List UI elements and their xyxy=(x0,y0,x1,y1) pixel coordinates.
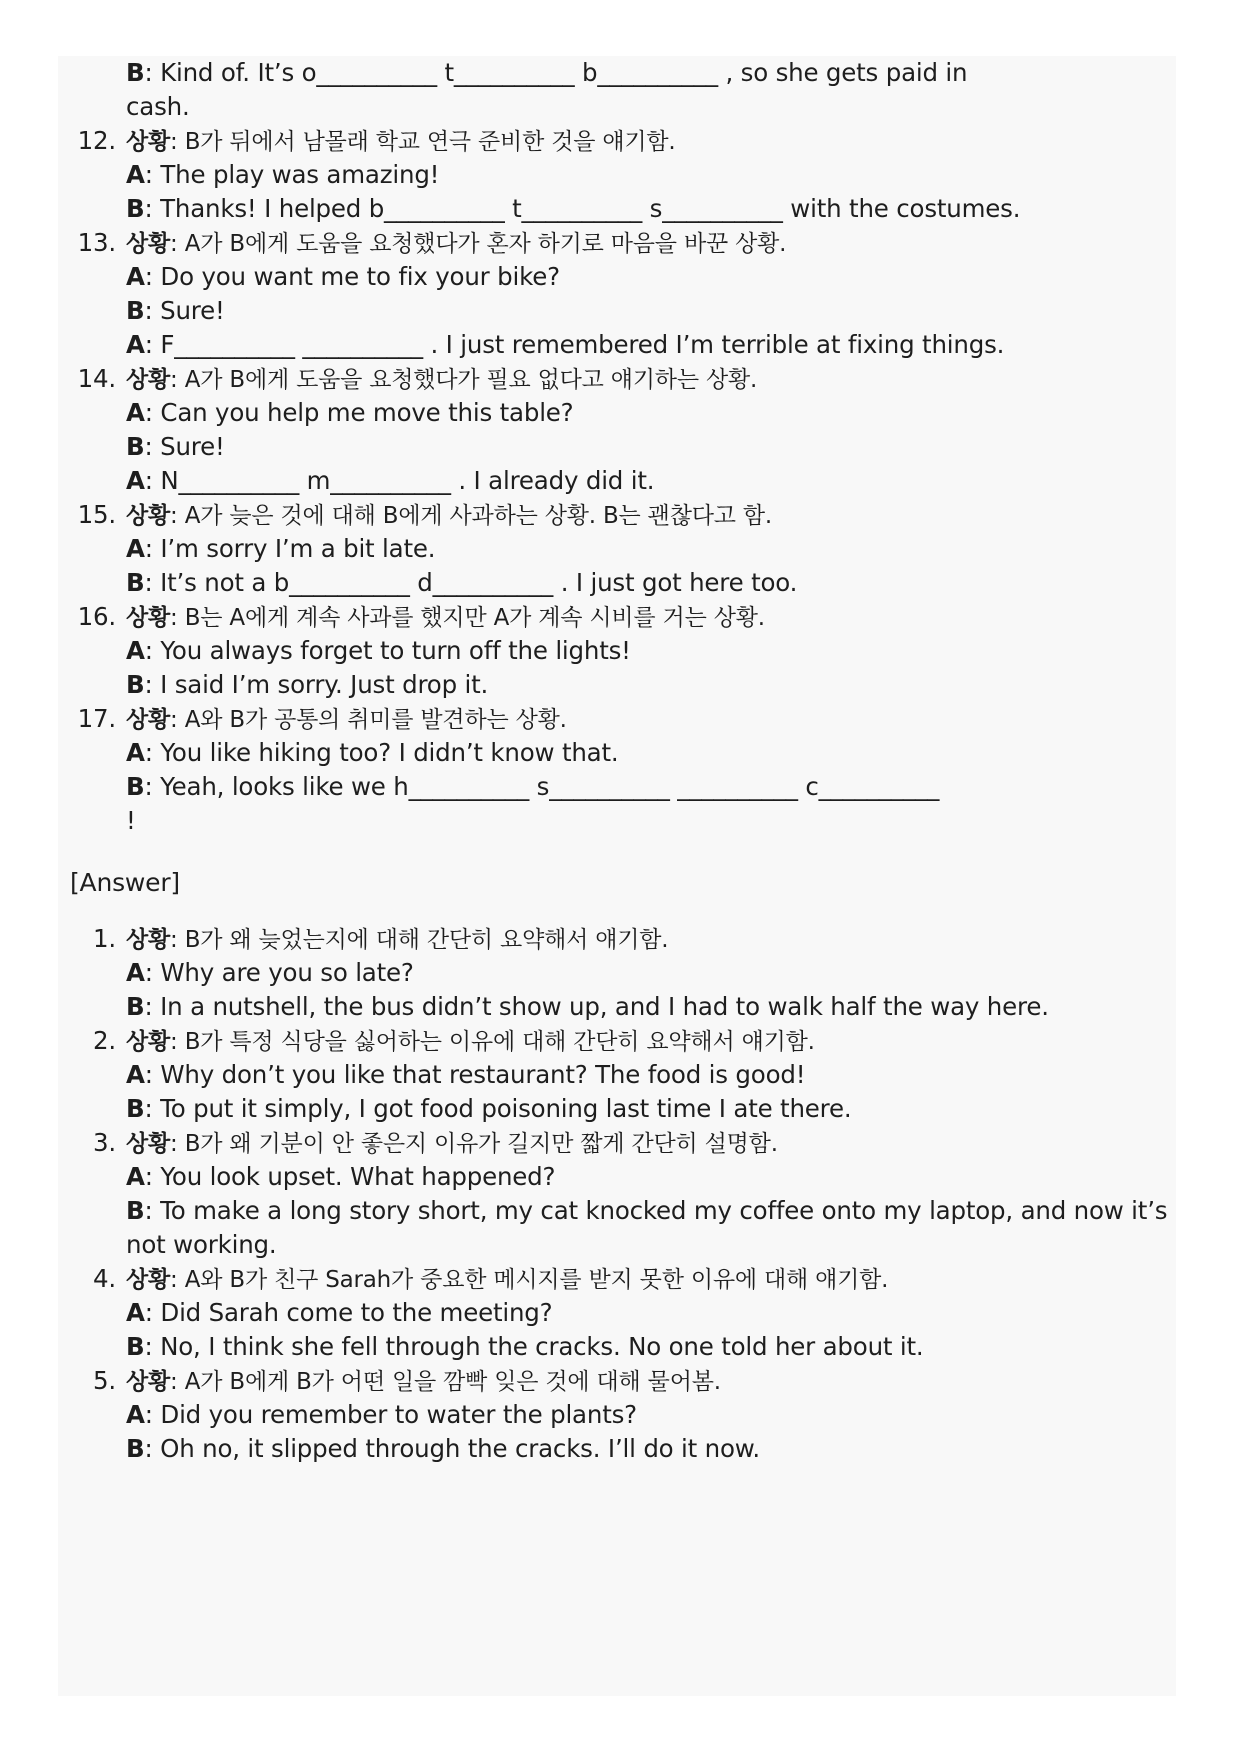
item-number: 15. xyxy=(77,500,116,529)
speaker-label: B xyxy=(126,1332,145,1361)
situation-text: : A와 B가 공통의 취미를 발견하는 상황. xyxy=(170,707,567,733)
dialogue-line xyxy=(126,770,939,804)
speaker-label: B xyxy=(126,670,145,699)
situation-label: 상황 xyxy=(126,1029,171,1055)
speaker-label: B xyxy=(126,1094,145,1123)
item-number: 4. xyxy=(93,1264,116,1293)
situation-label: 상황 xyxy=(126,231,171,257)
situation-label: 상황 xyxy=(126,503,171,529)
dialogue-text: : You always forget to turn off the lights! xyxy=(144,636,631,665)
document-page xyxy=(58,56,1176,1696)
dialogue-text: : To make a long story short, my cat knocked my coffee onto my laptop, and now it’s xyxy=(144,1196,1168,1225)
speaker-label: B xyxy=(126,432,145,461)
situation-label: 상황 xyxy=(126,367,171,393)
speaker-label: A xyxy=(126,636,145,665)
speaker-label: B xyxy=(126,296,145,325)
dialogue-line xyxy=(126,956,414,990)
dialogue-line xyxy=(126,736,619,770)
answer-header: [Answer] xyxy=(70,868,180,897)
dialogue-text: : The play was amazing! xyxy=(144,160,440,189)
dialogue-text: : In a nutshell, the bus didn’t show up, and I had to walk half the way here. xyxy=(144,992,1049,1021)
situation-label: 상황 xyxy=(126,605,171,631)
dialogue-text: : Thanks! I helped b__________ t__________ s__________ with the costumes. xyxy=(144,194,1021,223)
dialogue-line xyxy=(126,158,439,192)
dialogue-text: : It’s not a b__________ d__________ . I just got here too. xyxy=(144,568,798,597)
speaker-label: A xyxy=(126,1162,145,1191)
speaker-label: B xyxy=(126,1196,145,1225)
dialogue-line xyxy=(126,192,1020,226)
dialogue-text: : N__________ m__________ . I already did it. xyxy=(144,466,655,495)
dialogue-text: : You look upset. What happened? xyxy=(144,1162,556,1191)
speaker-label: A xyxy=(126,1298,145,1327)
dialogue-line xyxy=(126,1398,637,1432)
situation-text: : B가 특정 식당을 싫어하는 이유에 대해 간단히 요약해서 얘기함. xyxy=(170,1029,815,1055)
dialogue-line xyxy=(126,566,797,600)
dialogue-text: : Sure! xyxy=(144,296,225,325)
speaker-label: A xyxy=(126,466,145,495)
speaker-label: B xyxy=(126,58,145,87)
dialogue-line xyxy=(126,668,488,702)
speaker-label: A xyxy=(126,330,145,359)
dialogue-text: : Did Sarah come to the meeting? xyxy=(144,1298,553,1327)
speaker-label: B xyxy=(126,772,145,801)
dialogue-line xyxy=(126,1296,552,1330)
dialogue-line xyxy=(126,1432,760,1466)
dialogue-text: : Can you help me move this table? xyxy=(144,398,574,427)
dialogue-text: : Sure! xyxy=(144,432,225,461)
speaker-label: A xyxy=(126,262,145,291)
dialogue-text: : To put it simply, I got food poisoning last time I ate there. xyxy=(144,1094,852,1123)
dialogue-text: ! xyxy=(126,806,136,835)
dialogue-text: : Why are you so late? xyxy=(144,958,414,987)
speaker-label: A xyxy=(126,738,145,767)
item-number: 17. xyxy=(77,704,116,733)
item-number: 14. xyxy=(77,364,116,393)
dialogue-text: : F__________ __________ . I just remembered I’m terrible at fixing things. xyxy=(144,330,1005,359)
situation-text: : A가 B에게 도움을 요청했다가 필요 없다고 얘기하는 상황. xyxy=(170,367,758,393)
dialogue-line xyxy=(126,294,225,328)
dialogue-text: : Why don’t you like that restaurant? The food is good! xyxy=(144,1060,806,1089)
item-number: 2. xyxy=(93,1026,116,1055)
dialogue-text: not working. xyxy=(126,1230,277,1259)
dialogue-line xyxy=(126,1092,851,1126)
dialogue-text: : Did you remember to water the plants? xyxy=(144,1400,637,1429)
dialogue-line xyxy=(126,396,574,430)
situation-text: : A와 B가 친구 Sarah가 중요한 메시지를 받지 못한 이유에 대해 얘기함. xyxy=(170,1267,889,1293)
situation-text: : A가 늦은 것에 대해 B에게 사과하는 상황. B는 괜찮다고 함. xyxy=(170,503,772,529)
dialogue-line xyxy=(126,1330,924,1364)
dialogue-line xyxy=(126,260,560,294)
situation-label: 상황 xyxy=(126,927,171,953)
dialogue-line xyxy=(126,1058,805,1092)
situation-text: : B가 왜 늦었는지에 대해 간단히 요약해서 얘기함. xyxy=(170,927,669,953)
dialogue-line xyxy=(126,1160,555,1194)
dialogue-line xyxy=(126,464,654,498)
item-number: 12. xyxy=(77,126,116,155)
dialogue-text: : I’m sorry I’m a bit late. xyxy=(144,534,436,563)
item-number: 3. xyxy=(93,1128,116,1157)
dialogue-line xyxy=(126,1194,1167,1228)
dialogue-line xyxy=(126,532,435,566)
speaker-label: A xyxy=(126,1400,145,1429)
dialogue-text: : Do you want me to fix your bike? xyxy=(144,262,560,291)
dialogue-text: : Yeah, looks like we h__________ s__________ __________ c__________ xyxy=(144,772,940,801)
speaker-label: A xyxy=(126,534,145,563)
speaker-label: A xyxy=(126,398,145,427)
situation-label: 상황 xyxy=(126,129,171,155)
dialogue-text: cash. xyxy=(126,92,190,121)
situation-text: : A가 B에게 B가 어떤 일을 깜빡 잊은 것에 대해 물어봄. xyxy=(170,1369,721,1395)
item-number: 5. xyxy=(93,1366,116,1395)
dialogue-line xyxy=(126,1228,276,1262)
dialogue-text: : Kind of. It’s o__________ t__________ b__________ , so she gets paid in xyxy=(144,58,968,87)
speaker-label: A xyxy=(126,1060,145,1089)
dialogue-line xyxy=(126,430,225,464)
dialogue-text: : You like hiking too? I didn’t know that. xyxy=(144,738,619,767)
dialogue-line xyxy=(126,328,1004,362)
situation-label: 상황 xyxy=(126,1131,171,1157)
situation-text: : B가 뒤에서 남몰래 학교 연극 준비한 것을 얘기함. xyxy=(170,129,676,155)
dialogue-text: : No, I think she fell through the cracks. No one told her about it. xyxy=(144,1332,924,1361)
continuation-line xyxy=(126,56,967,90)
speaker-label: A xyxy=(126,160,145,189)
dialogue-line xyxy=(126,634,631,668)
situation-label: 상황 xyxy=(126,1267,171,1293)
speaker-label: B xyxy=(126,568,145,597)
speaker-label: B xyxy=(126,1434,145,1463)
item-number: 13. xyxy=(77,228,116,257)
situation-text: : B는 A에게 계속 사과를 했지만 A가 계속 시비를 거는 상황. xyxy=(170,605,765,631)
dialogue-text: : Oh no, it slipped through the cracks. I’ll do it now. xyxy=(144,1434,760,1463)
dialogue-text: : I said I’m sorry. Just drop it. xyxy=(144,670,489,699)
continuation-line xyxy=(126,90,190,124)
situation-text: : B가 왜 기분이 안 좋은지 이유가 길지만 짧게 간단히 설명함. xyxy=(170,1131,778,1157)
dialogue-line xyxy=(126,990,1049,1024)
situation-text: : A가 B에게 도움을 요청했다가 혼자 하기로 마음을 바꾼 상황. xyxy=(170,231,787,257)
speaker-label: B xyxy=(126,194,145,223)
dialogue-line xyxy=(126,804,136,838)
item-number: 1. xyxy=(93,924,116,953)
situation-label: 상황 xyxy=(126,1369,171,1395)
speaker-label: B xyxy=(126,992,145,1021)
item-number: 16. xyxy=(77,602,116,631)
speaker-label: A xyxy=(126,958,145,987)
situation-label: 상황 xyxy=(126,707,171,733)
